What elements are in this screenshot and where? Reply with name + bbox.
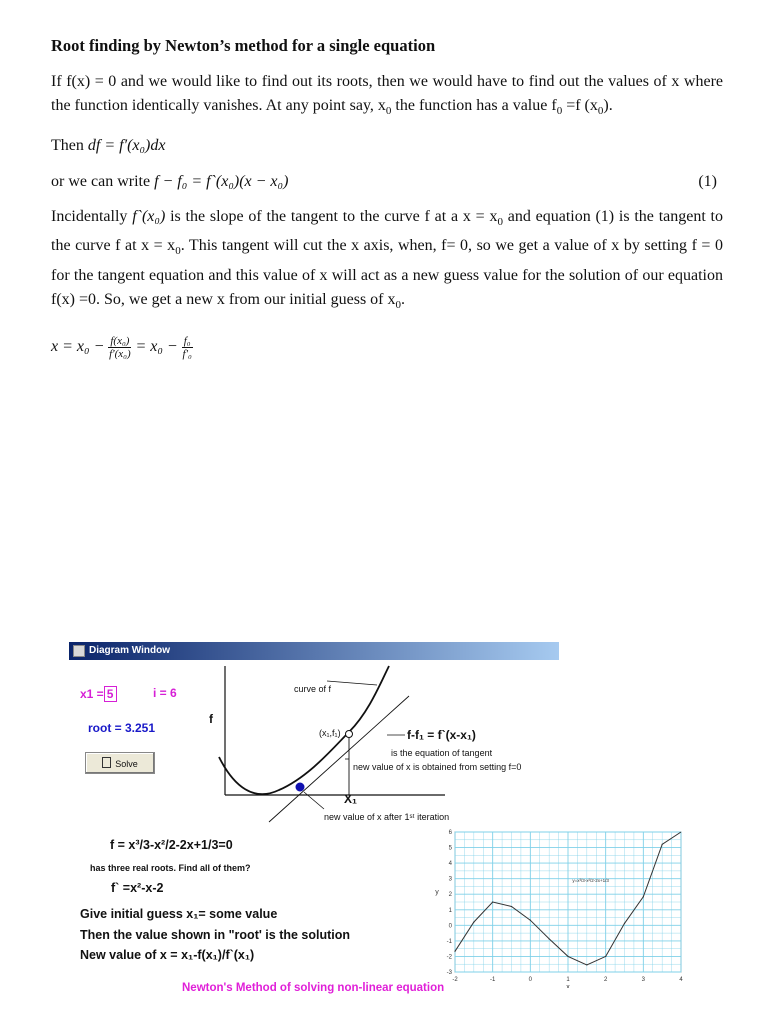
denominator: f′(x₀) bbox=[109, 347, 131, 360]
function-plot bbox=[425, 828, 693, 988]
text: If f(x) = 0 and we would like to find out its roots, then we would have to find out the values of x where the function identically vanishes. At any point say, x bbox=[51, 73, 723, 114]
y-tick-label: 3 bbox=[448, 876, 452, 883]
subscript: 0 bbox=[597, 105, 604, 118]
data-point bbox=[586, 964, 587, 965]
y-tick-label: 5 bbox=[448, 845, 452, 852]
x-tick-label: -2 bbox=[452, 977, 458, 983]
x-axis-label: x bbox=[566, 984, 570, 988]
numerator: f(x₀) bbox=[110, 334, 130, 347]
point-label: (x₁,f₁) bbox=[319, 728, 341, 738]
function-equation: f = x³/3-x²/2-2x+1/3=0 bbox=[110, 838, 233, 852]
equation: df = f′(x₀)dx bbox=[87, 137, 166, 155]
data-point bbox=[567, 956, 568, 957]
page-title: Root finding by Newton’s method for a single equation bbox=[51, 36, 436, 55]
iteration-label: i = 6 bbox=[153, 686, 177, 700]
y-tick-label: -2 bbox=[446, 954, 452, 961]
numerator: f₀ bbox=[183, 334, 191, 347]
subscript: 0 bbox=[497, 216, 503, 229]
equation-then bbox=[51, 137, 723, 155]
axis-label-f: f bbox=[209, 712, 213, 726]
paragraph-intro bbox=[51, 70, 723, 123]
x1-field-group bbox=[80, 686, 117, 702]
x-tick-label: 2 bbox=[603, 977, 608, 983]
x-tick-label: 3 bbox=[641, 977, 646, 983]
data-point bbox=[511, 906, 512, 907]
text: Then bbox=[51, 137, 88, 155]
paragraph-tangent bbox=[51, 205, 723, 317]
text: = x₀ − bbox=[135, 338, 178, 356]
text: Incidentally bbox=[51, 208, 133, 226]
after-iteration-note: new value of x after 1ˢᵗ iteration bbox=[324, 812, 450, 822]
curve-label: curve of f bbox=[294, 684, 332, 694]
y-axis-label: y bbox=[435, 889, 439, 896]
calculator-icon bbox=[102, 757, 111, 768]
subscript: 0 bbox=[175, 245, 181, 258]
guess-instruction: Give initial guess x₁= some value bbox=[80, 907, 278, 921]
data-point bbox=[624, 923, 625, 924]
data-point bbox=[530, 920, 531, 921]
text: is the slope of the tangent to the curve f at a x = x bbox=[165, 208, 498, 226]
fraction bbox=[108, 335, 131, 360]
y-tick-label: 6 bbox=[448, 830, 452, 836]
x1-input[interactable]: 5 bbox=[104, 686, 117, 702]
text: or we can write bbox=[51, 173, 155, 191]
equation: f`(x₀) bbox=[132, 208, 166, 226]
subscript: 0 bbox=[395, 298, 402, 311]
three-roots-note: has three real roots. Find all of them? bbox=[90, 863, 251, 873]
root-instruction: Then the value shown in "root' is the solution bbox=[80, 928, 351, 942]
text: . This tangent will cut the x axis, when, f= 0, so we get a value of x by setting f = 0 for the tangent equation and this value of x will act as a new guess value for the solution of our equation f(x) =0. So, we get a new x from our initial guess of x bbox=[51, 237, 723, 308]
root-label: root = 3.251 bbox=[88, 721, 156, 735]
y-tick-label: 1 bbox=[448, 907, 452, 914]
point-x1-f1 bbox=[346, 731, 353, 738]
curve-pointer bbox=[327, 681, 377, 685]
window-titlebar bbox=[69, 642, 559, 660]
document bbox=[51, 36, 723, 360]
x1-axis-label: X₁ bbox=[344, 792, 357, 806]
tangent-note: is the equation of tangent bbox=[391, 748, 493, 758]
plot-annotation: y=x³/3-x²/2-2x+1/3 bbox=[572, 877, 609, 883]
text: x = x₀ − bbox=[51, 338, 105, 356]
data-point bbox=[643, 896, 644, 897]
newx-formula: New value of x = x₁-f(x₁)/f`(x₁) bbox=[80, 948, 255, 962]
text: and equation (1) is the tangent to the curve f at x = x bbox=[51, 208, 724, 255]
equation-newton bbox=[51, 335, 723, 360]
data-point bbox=[473, 921, 474, 922]
data-point bbox=[662, 844, 663, 845]
tangent-line bbox=[269, 696, 409, 822]
text: the function has a value f bbox=[391, 97, 557, 114]
root-point bbox=[296, 783, 305, 792]
x-tick-label: 1 bbox=[566, 977, 570, 983]
equation: f − f₀ = f`(x₀)(x − x₀) bbox=[154, 173, 289, 191]
derivative-equation: f` =x²-x-2 bbox=[111, 881, 164, 895]
data-point bbox=[454, 951, 455, 952]
y-tick-label: -1 bbox=[446, 938, 452, 945]
subscript: 0 bbox=[385, 105, 392, 118]
newx-note: new value of x is obtained from setting f=0 bbox=[353, 762, 522, 772]
fraction bbox=[182, 335, 193, 360]
window-icon bbox=[73, 645, 85, 657]
x-tick-label: 4 bbox=[679, 977, 683, 983]
x-tick-label: -1 bbox=[489, 977, 496, 983]
x-tick-label: 0 bbox=[528, 977, 533, 983]
text: ). bbox=[603, 97, 613, 114]
y-tick-label: -3 bbox=[446, 970, 452, 976]
y-tick-label: 2 bbox=[448, 892, 452, 899]
solve-label: Solve bbox=[115, 759, 138, 769]
equation-number: (1) bbox=[698, 173, 717, 191]
footer-caption: Newton's Method of solving non-linear equation bbox=[182, 982, 445, 994]
y-tick-label: 0 bbox=[448, 923, 452, 930]
diagram-screenshot bbox=[69, 642, 699, 1002]
y-tick-label: 4 bbox=[448, 861, 452, 868]
solve-button[interactable] bbox=[85, 752, 155, 774]
denominator: f′₀ bbox=[182, 347, 192, 360]
subscript: 0 bbox=[556, 105, 563, 118]
text: . bbox=[401, 290, 406, 308]
data-point bbox=[492, 901, 493, 902]
text: =f (x bbox=[562, 97, 598, 114]
window-title: Diagram Window bbox=[89, 645, 171, 656]
data-point bbox=[605, 956, 606, 957]
data-point bbox=[549, 938, 550, 939]
tangent-equation: f-f₁ = f`(x-x₁) bbox=[407, 728, 476, 742]
x1-label: x1 = bbox=[80, 687, 104, 701]
equation-1 bbox=[51, 173, 723, 191]
